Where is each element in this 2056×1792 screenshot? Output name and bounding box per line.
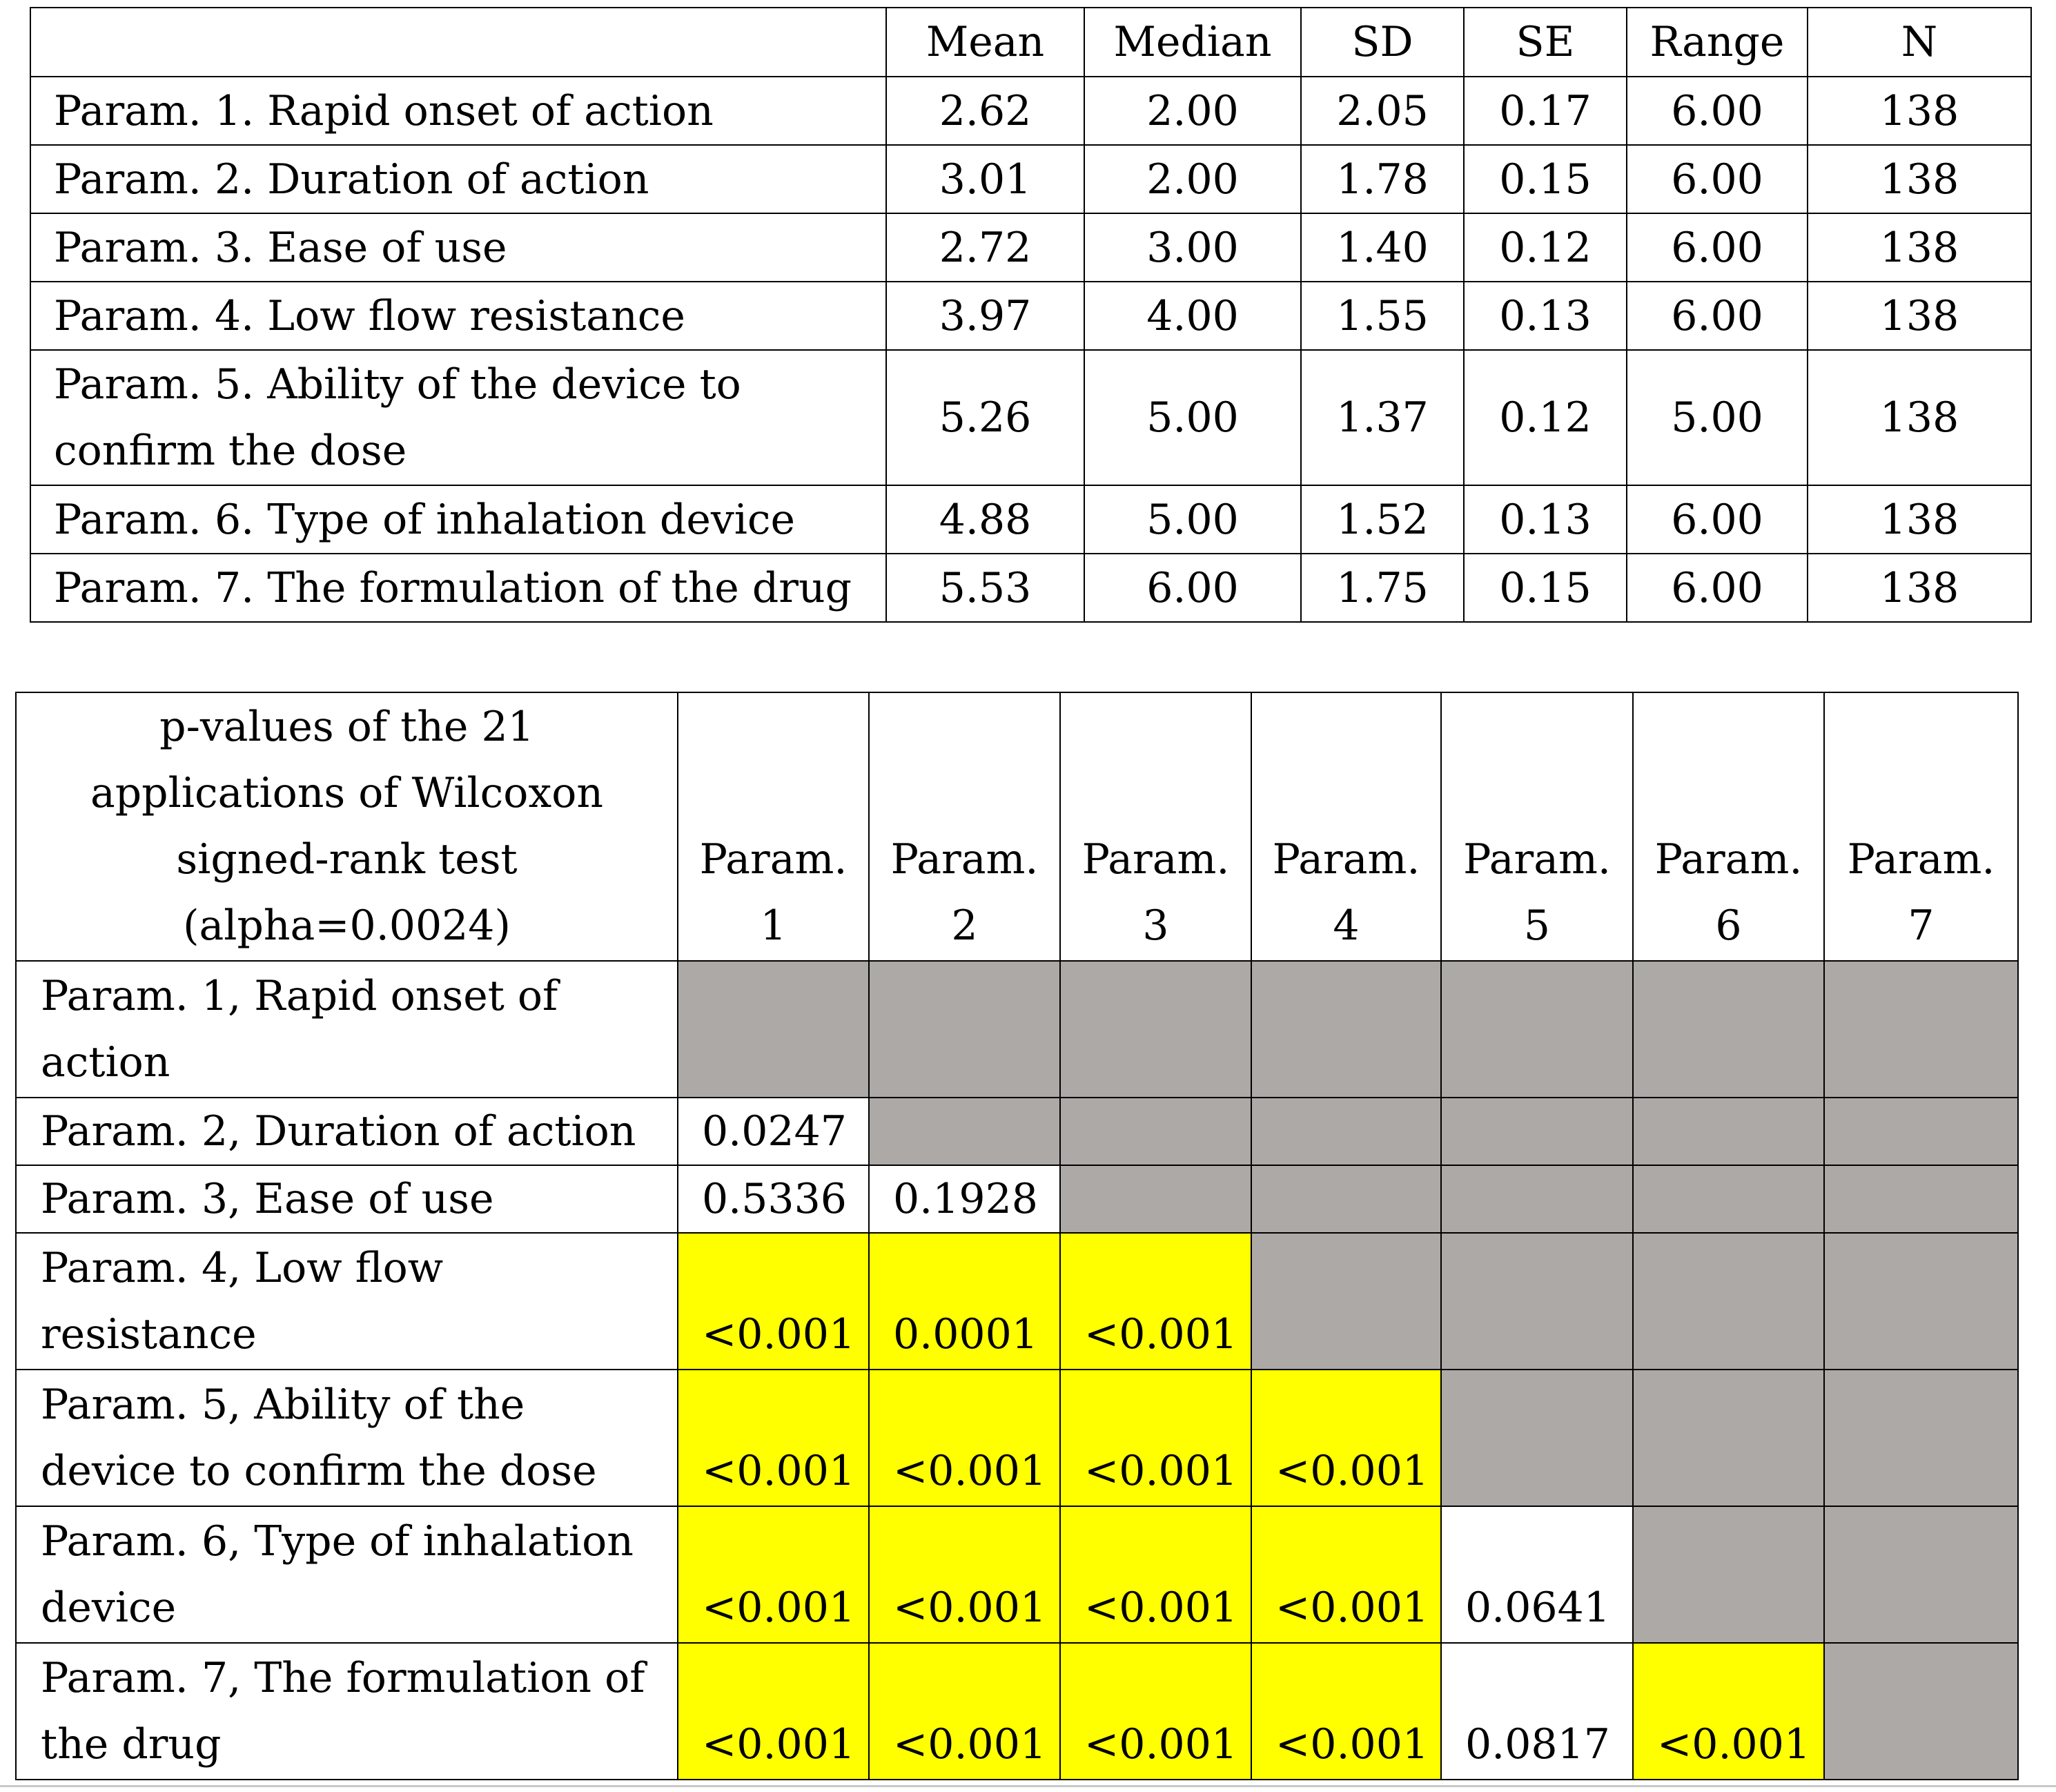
table-row [16,1165,2018,1233]
pvalue-cell [1633,1233,1824,1370]
pvalue-cell [1251,961,1441,1098]
pvalue-cell: 0.0001 [869,1233,1060,1370]
row-label-line: Param. 5. Ability of the device to [54,360,741,409]
median-value: 2.00 [1084,77,1301,145]
pvalue-cell [1060,1098,1251,1165]
pvalue-cell [1441,1165,1633,1233]
pvalue-cell: <0.001 [1060,1370,1251,1506]
median-value: 4.00 [1084,282,1301,350]
bottom-divider [0,1785,2056,1787]
n-value: 138 [1808,485,2031,554]
row-label-line: Param. 7, The formulation of [41,1654,645,1702]
se-value: 0.12 [1464,350,1627,485]
stats-header-mean: Mean [886,8,1084,77]
row-label: Param. 2, Duration of action [16,1098,678,1165]
sd-value: 1.75 [1301,554,1464,622]
stats-header-row [30,8,2031,77]
pvalue-cell [1251,1165,1441,1233]
pvalue-cell [1824,1233,2018,1370]
column-header-line: Param. [1654,835,1803,884]
table-row [16,1370,2018,1506]
column-header-param-4 [1251,692,1441,961]
column-header-param-7 [1824,692,2018,961]
row-label [30,350,886,485]
range-value: 6.00 [1627,213,1808,282]
n-value: 138 [1808,77,2031,145]
pvalue-cell [869,961,1060,1098]
row-label-line: Param. 6, Type of inhalation [41,1517,634,1566]
sd-value: 2.05 [1301,77,1464,145]
se-value: 0.13 [1464,485,1627,554]
row-label: Param. 7. The formulation of the drug [30,554,886,622]
row-label [16,961,678,1098]
row-label: Param. 1. Rapid onset of action [30,77,886,145]
row-label [16,1506,678,1643]
row-label-line: the drug [41,1720,222,1769]
pvalue-cell: <0.001 [1251,1643,1441,1780]
range-value: 6.00 [1627,554,1808,622]
table-row [30,350,2031,485]
column-header-line: 4 [1333,902,1360,950]
pvalue-cell [1824,1165,2018,1233]
n-value: 138 [1808,554,2031,622]
column-header-line: Param. [699,835,848,884]
row-label: Param. 4. Low flow resistance [30,282,886,350]
pvalue-cell: 0.0641 [1441,1506,1633,1643]
n-value: 138 [1808,145,2031,213]
pvalue-cell [1251,1233,1441,1370]
column-header-line: Param. [1272,835,1420,884]
pvalue-cell [678,961,869,1098]
se-value: 0.15 [1464,145,1627,213]
table-row [30,77,2031,145]
pvalue-cell: <0.001 [678,1643,869,1780]
pvalue-cell [1824,1506,2018,1643]
column-header-line: Param. [1081,835,1230,884]
column-header-line: Param. [890,835,1039,884]
pvalue-cell [1441,1233,1633,1370]
sd-value: 1.55 [1301,282,1464,350]
mean-value: 4.88 [886,485,1084,554]
median-value: 3.00 [1084,213,1301,282]
row-label: Param. 3. Ease of use [30,213,886,282]
column-header-param-5 [1441,692,1633,961]
pvalue-cell: 0.1928 [869,1165,1060,1233]
pvalue-cell [1633,1165,1824,1233]
stats-header-median: Median [1084,8,1301,77]
sd-value: 1.40 [1301,213,1464,282]
pvalue-cell [1633,1098,1824,1165]
pvalue-cell: <0.001 [678,1506,869,1643]
pvalue-cell [1060,961,1251,1098]
sd-value: 1.37 [1301,350,1464,485]
se-value: 0.13 [1464,282,1627,350]
pvalue-cell [1824,961,2018,1098]
table-row [16,1506,2018,1643]
pvalue-cell [1441,1370,1633,1506]
pvalue-cell: <0.001 [869,1643,1060,1780]
column-header-line: Param. [1463,835,1611,884]
row-label-line: confirm the dose [54,427,407,475]
range-value: 6.00 [1627,77,1808,145]
pvalue-cell: <0.001 [1633,1643,1824,1780]
pvalue-cell: <0.001 [869,1506,1060,1643]
row-label-line: Param. 5, Ability of the [41,1381,525,1429]
row-label [16,1370,678,1506]
pvalue-cell: <0.001 [1060,1233,1251,1370]
row-label-line: device [41,1584,177,1632]
range-value: 5.00 [1627,350,1808,485]
pvalue-cell [1824,1098,2018,1165]
pvalue-cell: <0.001 [869,1370,1060,1506]
pvalue-cell: 0.0817 [1441,1643,1633,1780]
descriptive-stats-table [30,7,2032,623]
stats-header-sd: SD [1301,8,1464,77]
table-row [16,1233,2018,1370]
table-row [16,1098,2018,1165]
mean-value: 3.01 [886,145,1084,213]
pvalue-cell: <0.001 [678,1370,869,1506]
pvalue-cell [869,1098,1060,1165]
mean-value: 3.97 [886,282,1084,350]
se-value: 0.15 [1464,554,1627,622]
pvalue-header-row [16,692,2018,961]
pvalue-cell [1441,961,1633,1098]
median-value: 6.00 [1084,554,1301,622]
pvalue-cell [1060,1165,1251,1233]
range-value: 6.00 [1627,145,1808,213]
column-header-param-6 [1633,692,1824,961]
column-header-line: 1 [760,902,787,950]
table-row [30,282,2031,350]
corner-line: p-values of the 21 [159,703,534,751]
row-label-line: Param. 1, Rapid onset of [41,972,558,1020]
row-label: Param. 3, Ease of use [16,1165,678,1233]
range-value: 6.00 [1627,485,1808,554]
mean-value: 2.62 [886,77,1084,145]
pvalue-cell [1251,1098,1441,1165]
n-value: 138 [1808,350,2031,485]
column-header-line: 2 [951,902,978,950]
column-header-line: 7 [1908,902,1935,950]
corner-line: applications of Wilcoxon [90,769,603,817]
pvalue-cell [1824,1370,2018,1506]
sd-value: 1.52 [1301,485,1464,554]
table-row [30,554,2031,622]
wilcoxon-pvalue-table [15,692,2019,1780]
n-value: 138 [1808,282,2031,350]
stats-header-n: N [1808,8,2031,77]
pvalue-cell: <0.001 [1251,1506,1441,1643]
row-label [16,1643,678,1780]
row-label [16,1233,678,1370]
median-value: 5.00 [1084,350,1301,485]
n-value: 138 [1808,213,2031,282]
stats-header-se: SE [1464,8,1627,77]
row-label-line: device to confirm the dose [41,1447,597,1495]
pvalue-cell: <0.001 [1060,1643,1251,1780]
median-value: 2.00 [1084,145,1301,213]
pvalue-cell [1633,961,1824,1098]
pvalue-corner-header [16,692,678,961]
column-header-line: Param. [1847,835,1995,884]
se-value: 0.12 [1464,213,1627,282]
pvalue-cell [1824,1643,2018,1780]
se-value: 0.17 [1464,77,1627,145]
corner-line: signed-rank test [176,835,518,884]
table-row [30,485,2031,554]
pvalue-cell: 0.0247 [678,1098,869,1165]
column-header-line: 6 [1715,902,1742,950]
stats-header-range: Range [1627,8,1808,77]
pvalue-cell [1633,1370,1824,1506]
mean-value: 5.26 [886,350,1084,485]
column-header-param-1 [678,692,869,961]
corner-line: (alpha=0.0024) [183,902,511,950]
pvalue-cell [1441,1098,1633,1165]
row-label-line: action [41,1038,170,1087]
row-label-line: resistance [41,1310,257,1358]
pvalue-cell: <0.001 [1251,1370,1441,1506]
pvalue-cell: 0.5336 [678,1165,869,1233]
table-row [30,213,2031,282]
column-header-line: 3 [1142,902,1169,950]
mean-value: 5.53 [886,554,1084,622]
column-header-line: 5 [1523,902,1551,950]
table-row [16,961,2018,1098]
pvalue-cell [1633,1506,1824,1643]
median-value: 5.00 [1084,485,1301,554]
range-value: 6.00 [1627,282,1808,350]
mean-value: 2.72 [886,213,1084,282]
column-header-param-2 [869,692,1060,961]
row-label: Param. 6. Type of inhalation device [30,485,886,554]
row-label: Param. 2. Duration of action [30,145,886,213]
pvalue-cell: <0.001 [1060,1506,1251,1643]
row-label-line: Param. 4, Low flow [41,1244,444,1292]
column-header-param-3 [1060,692,1251,961]
table-row [30,145,2031,213]
sd-value: 1.78 [1301,145,1464,213]
stats-header-blank [30,8,886,77]
pvalue-cell: <0.001 [678,1233,869,1370]
table-row [16,1643,2018,1780]
